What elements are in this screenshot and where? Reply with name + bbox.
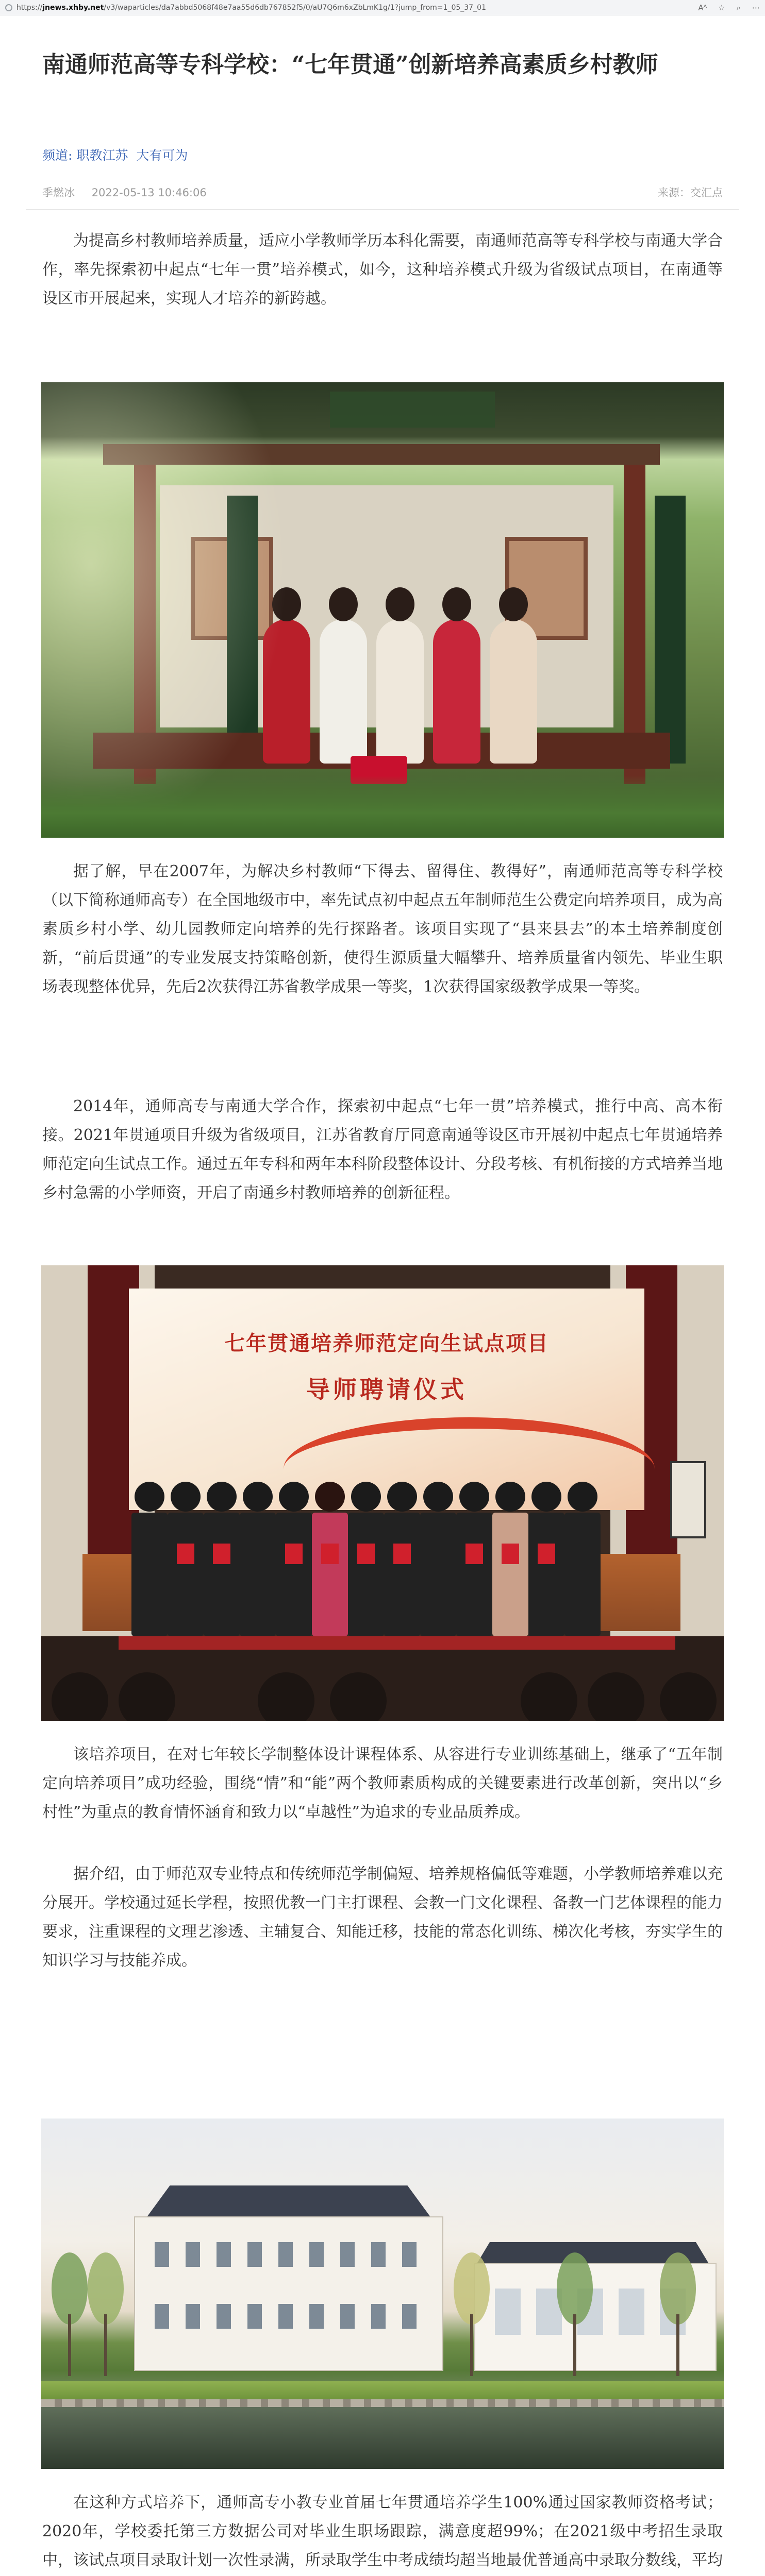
url-text[interactable]: https://jnews.xhby.net/v3/waparticles/da7abbd5068f48e7aa55d6db767852f5/0/aU7Q6m6xZbLmK1g/1?jump_from=1_05_37_01 <box>16 3 486 12</box>
publish-time: 2022-05-13 10:46:06 <box>91 187 207 199</box>
article-meta <box>42 184 723 200</box>
paragraph-3: 2014年，通师高专与南通大学合作，探索初中起点“七年一贯”培养模式，推行中高、高本衔接。2021年贯通项目升级为省级项目，江苏省教育厅同意南通等设区市开展初中起点七年贯通培养师范定向生试点工作。通过五年专科和两年本科阶段整体设计、分段考核、有机衔接的方式培养当地乡村急需的小学师资，开启了南通乡村教师培养的创新征程。 <box>42 1097 723 1202</box>
photo-stage-ceremony <box>41 1265 724 1721</box>
article-source: 来源：交汇点 <box>658 187 723 199</box>
paragraph-6: 在这种方式培养下，通师高专小教专业首届七年贯通培养学生100%通过国家教师资格考试；2020年，学校委托第三方数据公司对毕业生职场跟踪，满意度超99%；在2021级中考招生录取中，该试点项目录取计划一次性录满，所录取学生中考成绩均超当地最优普通高中录取分数线，平均 <box>42 2494 723 2569</box>
photo-campus-building <box>41 2119 724 2469</box>
author-name: 季燃冰 <box>42 187 75 199</box>
site-info-icon[interactable] <box>5 4 12 11</box>
screen-title: 七年贯通培养师范定向生试点项目 <box>224 1332 549 1355</box>
channel-tag[interactable]: 大有可为 <box>136 148 188 163</box>
zoom-icon[interactable]: ⌕ <box>736 3 741 12</box>
paragraph-4: 该培养项目，在对七年较长学制整体设计课程体系、从容进行专业训练基础上，继承了“五年制定向培养项目”成功经验，围绕“情”和“能”两个教师素质构成的关键要素进行改革创新，突出以“乡村性”为重点的教育情怀涵育和致力以“卓越性”为追求的专业品质养成。 <box>42 1745 723 1821</box>
channel-line <box>42 145 192 164</box>
reader-mode-icon[interactable]: Aᴬ <box>698 3 707 12</box>
favorite-star-icon[interactable]: ☆ <box>718 3 725 12</box>
more-menu-icon[interactable]: ⋯ <box>752 3 760 12</box>
browser-address-bar[interactable] <box>0 0 765 15</box>
channel-link[interactable]: 职教江苏 <box>76 148 128 163</box>
meta-divider <box>26 209 739 210</box>
photo-students-pavilion <box>41 382 724 838</box>
channel-label: 频道: <box>42 148 73 163</box>
paragraph-2: 据了解，早在2007年，为解决乡村教师“下得去、留得住、教得好”，南通师范高等专科学校（以下简称通师高专）在全国地级市中，率先试点初中起点五年制师范生公费定向培养项目，成为高素质乡村小学、幼儿园教师定向培养的先行探路者。该项目实现了“县来县去”的本土培养制度创新，“前后贯通”的专业发展支持策略创新，使得生源质量大幅攀升、培养质量省内领先、毕业生职场表现整体优异，先后2次获得江苏省教学成果一等奖，1次获得国家级教学成果一等奖。 <box>42 862 723 996</box>
article-title: 南通师范高等专科学校：“七年贯通”创新培养高素质乡村教师 <box>42 52 658 78</box>
screen-subtitle: 导师聘请仪式 <box>306 1376 467 1403</box>
paragraph-5: 据介绍，由于师范双专业特点和传统师范学制偏短、培养规格偏低等难题，小学教师培养难以充分展开。学校通过延长学程，按照优教一门主打课程、会教一门文化课程、备教一门艺体课程的能力要求，注重课程的文理艺渗透、主辅复合、知能迁移，技能的常态化训练、梯次化考核，夯实学生的知识学习与技能养成。 <box>42 1865 723 1970</box>
paragraph-1: 为提高乡村教师培养质量，适应小学教师学历本科化需要，南通师范高等专科学校与南通大学合作，率先探索初中起点“七年一贯”培养模式，如今，这种培养模式升级为省级试点项目，在南通等设区市开展起来，实现人才培养的新跨越。 <box>42 232 723 308</box>
ceremony-screen <box>129 1289 644 1510</box>
